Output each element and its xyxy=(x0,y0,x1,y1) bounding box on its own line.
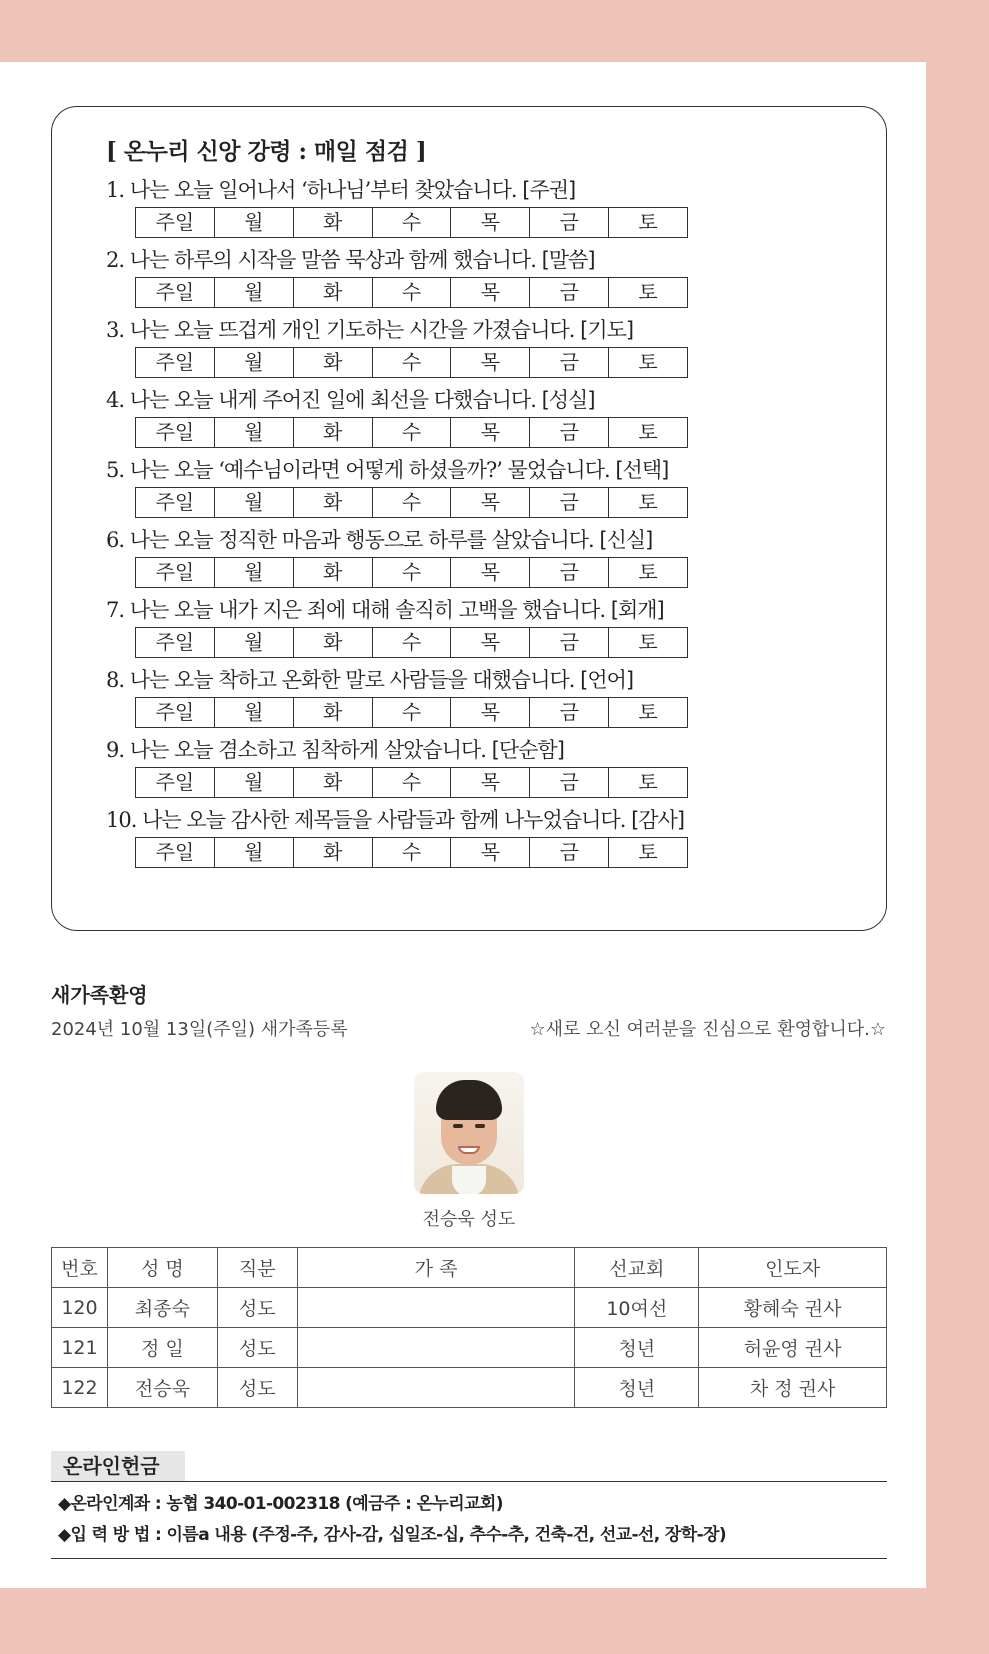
column-header: 선교회 xyxy=(575,1248,699,1288)
item-tag: [회개] xyxy=(610,598,664,622)
weekday-checkboxes xyxy=(135,207,688,238)
day-cell[interactable]: 화 xyxy=(294,208,373,237)
item-tag: [감사] xyxy=(631,808,685,832)
item-text: 나는 오늘 ‘예수님이라면 어떻게 하셨을까?’ 물었습니다. xyxy=(129,458,616,482)
item-text: 나는 하루의 시작을 말씀 묵상과 함께 했습니다. xyxy=(129,248,542,272)
item-number: 3. xyxy=(106,318,130,342)
table-cell: 청년 xyxy=(575,1368,699,1408)
bulletin-page xyxy=(0,62,926,1588)
table-cell: 정 일 xyxy=(107,1328,217,1368)
table-cell: 성도 xyxy=(217,1368,297,1408)
day-cell[interactable]: 수 xyxy=(373,558,452,587)
checklist-item xyxy=(106,457,688,518)
day-cell[interactable]: 월 xyxy=(215,698,294,727)
checklist-item xyxy=(106,387,688,448)
checklist-item xyxy=(106,177,688,238)
day-cell[interactable]: 주일 xyxy=(136,628,215,657)
day-cell[interactable]: 화 xyxy=(294,278,373,307)
item-text: 나는 오늘 감사한 제목들을 사람들과 함께 나누었습니다. xyxy=(142,808,632,832)
online-offering-title: 온라인헌금 xyxy=(51,1451,185,1481)
day-cell[interactable]: 목 xyxy=(451,348,530,377)
day-cell[interactable]: 금 xyxy=(530,418,609,447)
day-cell[interactable]: 목 xyxy=(451,488,530,517)
day-cell[interactable]: 토 xyxy=(638,560,658,584)
weekday-checkboxes xyxy=(135,697,688,728)
weekday-checkboxes xyxy=(135,837,688,868)
weekday-checkboxes xyxy=(135,417,688,448)
item-tag: [말씀] xyxy=(541,248,595,272)
item-number: 7. xyxy=(106,598,130,622)
day-cell[interactable]: 화 xyxy=(294,348,373,377)
item-tag: [주권] xyxy=(522,178,576,202)
day-cell[interactable]: 월 xyxy=(215,768,294,797)
item-number: 10. xyxy=(106,808,143,832)
day-cell[interactable]: 금 xyxy=(530,628,609,657)
day-cell[interactable]: 토 xyxy=(638,840,658,864)
day-cell[interactable]: 주일 xyxy=(136,208,215,237)
day-cell[interactable]: 화 xyxy=(294,698,373,727)
day-cell[interactable]: 금 xyxy=(530,558,609,587)
item-text: 나는 오늘 일어나서 ‘하나님’부터 찾았습니다. xyxy=(129,178,523,202)
day-cell[interactable]: 주일 xyxy=(136,278,215,307)
item-tag: [신실] xyxy=(599,528,653,552)
checklist-question xyxy=(106,457,688,483)
table-body xyxy=(52,1288,887,1408)
table-cell: 120 xyxy=(52,1288,108,1328)
day-cell[interactable]: 토 xyxy=(638,770,658,794)
weekday-checkboxes xyxy=(135,347,688,378)
day-cell[interactable]: 목 xyxy=(451,838,530,867)
day-cell[interactable]: 수 xyxy=(373,698,452,727)
day-cell[interactable]: 주일 xyxy=(136,488,215,517)
divider xyxy=(51,1481,887,1482)
day-cell[interactable]: 월 xyxy=(215,838,294,867)
checklist-question xyxy=(106,317,688,343)
table-cell: 차 정 권사 xyxy=(699,1368,887,1408)
checklist-item xyxy=(106,527,688,588)
item-number: 8. xyxy=(106,668,130,692)
day-cell[interactable]: 토 xyxy=(638,630,658,654)
day-cell[interactable]: 수 xyxy=(373,348,452,377)
item-number: 1. xyxy=(106,178,130,202)
item-number: 5. xyxy=(106,458,130,482)
day-cell[interactable]: 토 xyxy=(638,350,658,374)
day-cell[interactable]: 목 xyxy=(451,208,530,237)
day-cell[interactable]: 토 xyxy=(638,490,658,514)
table-cell: 122 xyxy=(52,1368,108,1408)
item-text: 나는 오늘 뜨겁게 개인 기도하는 시간을 가졌습니다. xyxy=(129,318,581,342)
item-number: 4. xyxy=(106,388,130,412)
checklist-item xyxy=(106,737,688,798)
table-row xyxy=(52,1288,887,1328)
day-cell[interactable]: 화 xyxy=(294,628,373,657)
table-cell xyxy=(297,1328,575,1368)
day-cell[interactable]: 토 xyxy=(638,210,658,234)
day-cell[interactable]: 금 xyxy=(530,768,609,797)
item-tag: [단순함] xyxy=(491,738,564,762)
table-cell: 황혜숙 권사 xyxy=(699,1288,887,1328)
day-cell[interactable]: 토 xyxy=(638,420,658,444)
table-cell: 전승욱 xyxy=(107,1368,217,1408)
day-cell[interactable]: 월 xyxy=(215,208,294,237)
day-cell[interactable]: 수 xyxy=(373,768,452,797)
day-cell[interactable]: 토 xyxy=(638,280,658,304)
table-cell: 성도 xyxy=(217,1328,297,1368)
day-cell[interactable]: 화 xyxy=(294,488,373,517)
day-cell[interactable]: 주일 xyxy=(136,768,215,797)
checklist-item xyxy=(106,667,688,728)
day-cell[interactable]: 월 xyxy=(215,348,294,377)
offering-method: ◆입 력 방 법 : 이름a 내용 (주정-주, 감사-감, 십일조-십, 추수-추, 건축-건, 선교-선, 장학-장) xyxy=(58,1525,727,1545)
day-cell[interactable]: 월 xyxy=(215,418,294,447)
table-row xyxy=(52,1328,887,1368)
weekday-checkboxes xyxy=(135,277,688,308)
checklist-item xyxy=(106,247,688,308)
table-cell xyxy=(297,1288,575,1328)
photo-caption: 전승욱 성도 xyxy=(422,1209,516,1230)
day-cell[interactable]: 수 xyxy=(373,208,452,237)
day-cell[interactable]: 수 xyxy=(373,628,452,657)
checklist-title: [ 온누리 신앙 강령 : 매일 점검 ] xyxy=(106,138,427,165)
day-cell[interactable]: 토 xyxy=(638,700,658,724)
offering-account: ◆온라인계좌 : 농협 340-01-002318 (예금주 : 온누리교회) xyxy=(58,1494,503,1514)
day-cell[interactable]: 수 xyxy=(373,838,452,867)
day-cell[interactable]: 목 xyxy=(451,558,530,587)
item-text: 나는 오늘 내게 주어진 일에 최선을 다했습니다. xyxy=(129,388,542,412)
table-cell xyxy=(297,1368,575,1408)
checklist-question xyxy=(106,527,688,553)
day-cell[interactable]: 목 xyxy=(451,698,530,727)
checklist-question xyxy=(106,247,688,273)
weekday-checkboxes xyxy=(135,627,688,658)
new-family-title: 새가족환영 xyxy=(51,983,148,1007)
day-cell[interactable]: 목 xyxy=(451,628,530,657)
item-number: 9. xyxy=(106,738,130,762)
day-cell[interactable]: 금 xyxy=(530,698,609,727)
item-text: 나는 오늘 착하고 온화한 말로 사람들을 대했습니다. xyxy=(129,668,581,692)
table-cell: 허윤영 권사 xyxy=(699,1328,887,1368)
day-cell[interactable]: 화 xyxy=(294,768,373,797)
table-cell: 성도 xyxy=(217,1288,297,1328)
column-header: 직분 xyxy=(217,1248,297,1288)
day-cell[interactable]: 월 xyxy=(215,628,294,657)
weekday-checkboxes xyxy=(135,557,688,588)
column-header: 번호 xyxy=(52,1248,108,1288)
day-cell[interactable]: 수 xyxy=(373,278,452,307)
new-family-date: 2024년 10월 13일(주일) 새가족등록 xyxy=(51,1019,348,1040)
column-header: 가 족 xyxy=(297,1248,575,1288)
item-tag: [선택] xyxy=(615,458,669,482)
item-text: 나는 오늘 겸소하고 침착하게 살았습니다. xyxy=(129,738,492,762)
new-family-table xyxy=(51,1247,887,1408)
table-header xyxy=(52,1248,887,1288)
weekday-checkboxes xyxy=(135,767,688,798)
welcome-message: ☆새로 오신 여러분을 진심으로 환영합니다.☆ xyxy=(529,1019,886,1040)
item-number: 2. xyxy=(106,248,130,272)
day-cell[interactable]: 금 xyxy=(530,348,609,377)
table-cell: 121 xyxy=(52,1328,108,1368)
item-tag: [언어] xyxy=(580,668,634,692)
item-text: 나는 오늘 내가 지은 죄에 대해 솔직히 고백을 했습니다. xyxy=(129,598,611,622)
day-cell[interactable]: 화 xyxy=(294,838,373,867)
checklist-question xyxy=(106,597,688,623)
checklist-item xyxy=(106,317,688,378)
divider xyxy=(51,1558,887,1559)
day-cell[interactable]: 목 xyxy=(451,418,530,447)
day-cell[interactable]: 주일 xyxy=(136,838,215,867)
column-header: 인도자 xyxy=(699,1248,887,1288)
checklist-question xyxy=(106,387,688,413)
day-cell[interactable]: 주일 xyxy=(136,348,215,377)
day-cell[interactable]: 주일 xyxy=(136,418,215,447)
weekday-checkboxes xyxy=(135,487,688,518)
day-cell[interactable]: 금 xyxy=(530,838,609,867)
day-cell[interactable]: 화 xyxy=(294,558,373,587)
checklist-question xyxy=(106,807,688,833)
day-cell[interactable]: 금 xyxy=(530,278,609,307)
day-cell[interactable]: 수 xyxy=(373,418,452,447)
checklist-item xyxy=(106,597,688,658)
item-tag: [성실] xyxy=(541,388,595,412)
day-cell[interactable]: 주일 xyxy=(136,698,215,727)
day-cell[interactable]: 월 xyxy=(215,278,294,307)
day-cell[interactable]: 월 xyxy=(215,558,294,587)
checklist-question xyxy=(106,667,688,693)
column-header: 성 명 xyxy=(107,1248,217,1288)
table-row xyxy=(52,1368,887,1408)
day-cell[interactable]: 화 xyxy=(294,418,373,447)
daily-check-box xyxy=(51,106,887,931)
day-cell[interactable]: 수 xyxy=(373,488,452,517)
member-photo xyxy=(414,1072,524,1194)
day-cell[interactable]: 목 xyxy=(451,278,530,307)
checklist-question xyxy=(106,177,688,203)
checklist-item xyxy=(106,807,688,868)
day-cell[interactable]: 금 xyxy=(530,488,609,517)
table-cell: 최종숙 xyxy=(107,1288,217,1328)
day-cell[interactable]: 목 xyxy=(451,768,530,797)
day-cell[interactable]: 주일 xyxy=(136,558,215,587)
item-number: 6. xyxy=(106,528,130,552)
table-cell: 10여선 xyxy=(575,1288,699,1328)
day-cell[interactable]: 월 xyxy=(215,488,294,517)
checklist-question xyxy=(106,737,688,763)
item-text: 나는 오늘 정직한 마음과 행동으로 하루를 살았습니다. xyxy=(129,528,600,552)
day-cell[interactable]: 금 xyxy=(530,208,609,237)
item-tag: [기도] xyxy=(580,318,634,342)
table-cell: 청년 xyxy=(575,1328,699,1368)
